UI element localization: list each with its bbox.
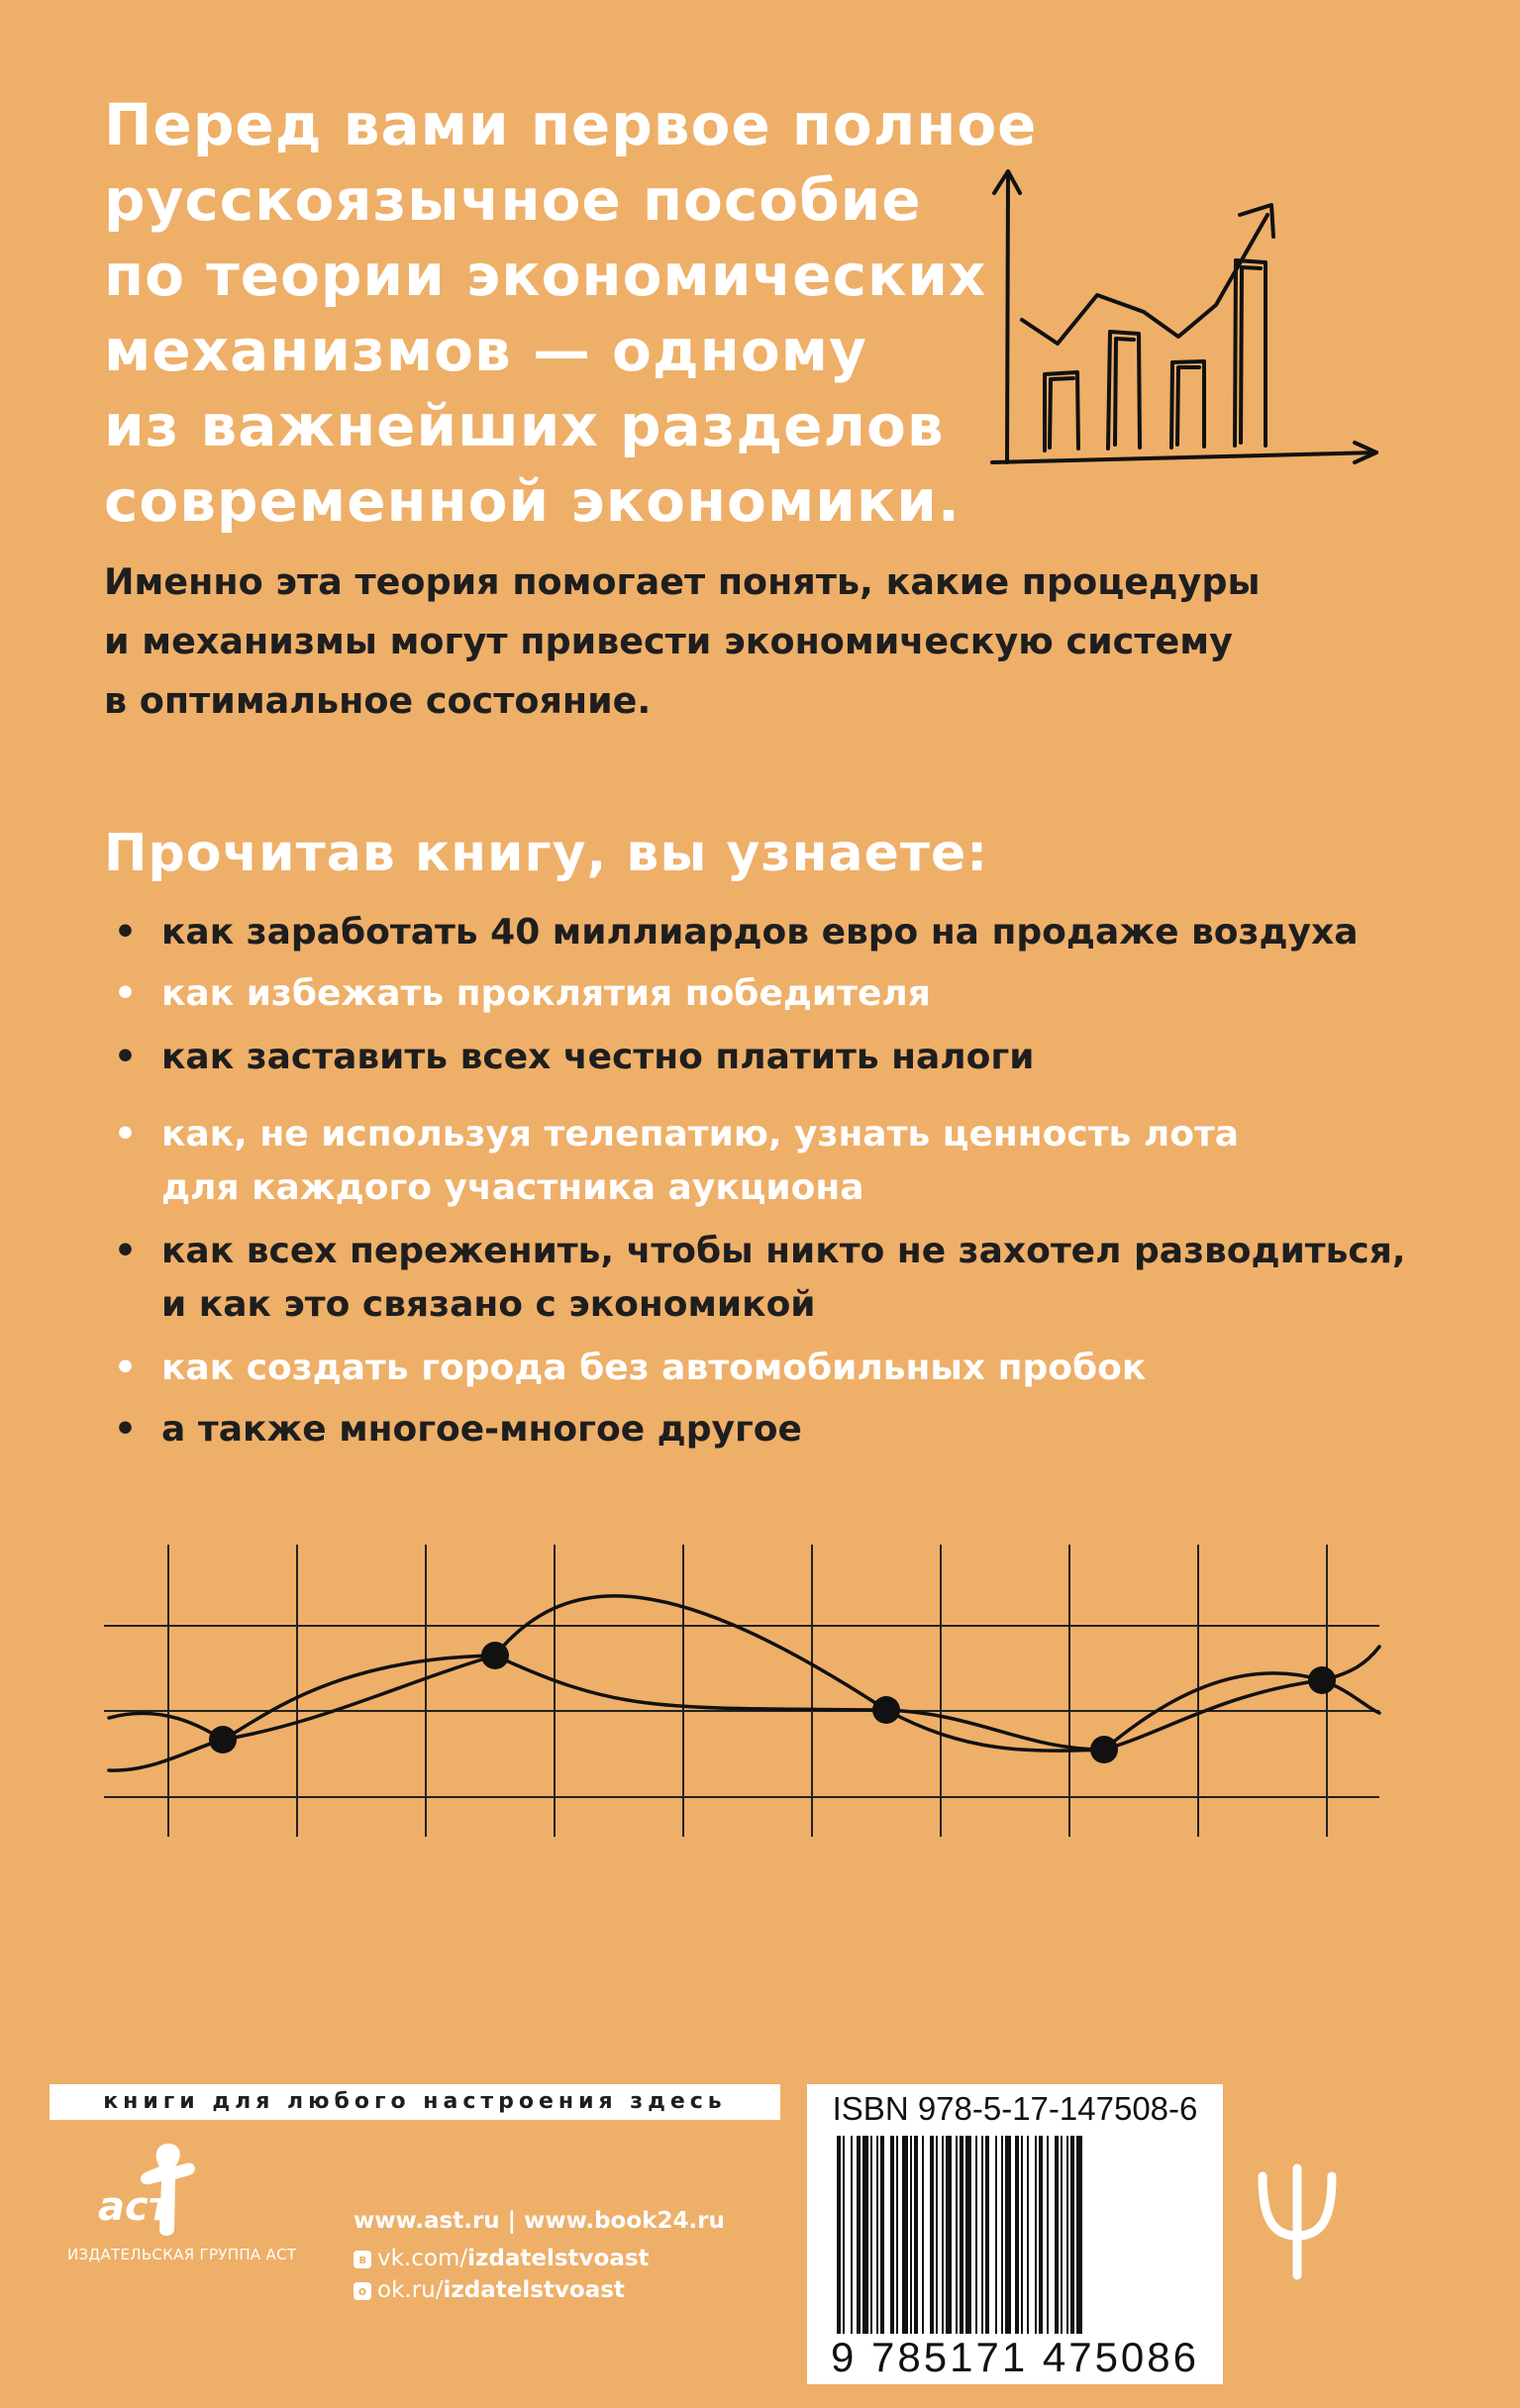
barcode-bar [1027,2136,1029,2334]
barcode-bar [857,2136,861,2334]
list-item [104,967,1421,1021]
vk-icon: в [354,2251,371,2268]
ok-icon: о [354,2282,371,2300]
barcode-bars [837,2136,1193,2344]
intro-line: механизмов — одному [104,317,867,384]
vk-link[interactable] [354,2246,650,2271]
barcode-bar [890,2136,894,2334]
lead-line: и механизмы могут привести экономическую систему [104,620,1233,662]
intro-line: по теории экономических [104,242,987,309]
bullet-icon: • [114,1348,138,1388]
barcode-bar [1055,2136,1059,2334]
barcode-bar [1005,2136,1011,2334]
vk-prefix: vk.com/ [377,2246,468,2271]
list-item-line: как всех переженить, чтобы никто не захотел разводиться, [161,1231,1406,1271]
barcode-bar [837,2136,841,2334]
list-item [104,906,1421,959]
list-item [104,1342,1421,1395]
barcode-digits: 9 785171 475086 [831,2334,1199,2380]
barcode-bar [1047,2136,1049,2334]
list-item-line: как заставить всех честно платить налоги [161,1037,1035,1077]
barcode-bar [975,2136,977,2334]
barcode-bar [862,2136,868,2334]
ok-prefix: ok.ru/ [377,2277,444,2303]
barcode-bar [965,2136,971,2334]
intro-line: из важнейших разделов [104,392,945,459]
barcode-bar [896,2136,898,2334]
barcode-bar [960,2136,963,2334]
barcode-bar [1061,2136,1063,2334]
barcode-bar [985,2136,989,2334]
growth-chart-illustration [980,153,1376,485]
barcode-bar [1021,2136,1023,2334]
barcode-bar [914,2136,918,2334]
list-item [104,1403,1421,1456]
tagline-banner: книги для любого настроения здесь [50,2084,780,2120]
bullet-icon: • [114,1037,138,1077]
intro-line: современной экономики. [104,467,961,535]
barcode-bar [922,2136,924,2334]
ast-logo [94,2139,223,2243]
bullet-icon: • [114,973,138,1014]
curves-grid-illustration [104,1545,1391,1842]
bullet-icon: • [114,912,138,953]
bullet-icon: • [114,1409,138,1450]
intro-line: русскоязычное пособие [104,166,922,234]
barcode-bar [1039,2136,1043,2334]
publisher-name: ИЗДАТЕЛЬСКАЯ ГРУППА АСТ [67,2246,297,2263]
barcode [807,2084,1223,2384]
barcode-bar [942,2136,944,2334]
list-item-line: а также многое-многое другое [161,1409,802,1450]
list-item-line: и как это связано с экономикой [161,1284,816,1325]
barcode-bar [936,2136,938,2334]
barcode-bar [956,2136,958,2334]
websites-link[interactable]: www.ast.ru | www.book24.ru [354,2208,725,2234]
list-item [104,1225,1421,1332]
barcode-bar [1070,2136,1074,2334]
barcode-bar [876,2136,878,2334]
barcode-bar [870,2136,872,2334]
barcode-bar [910,2136,912,2334]
list-item [104,1031,1421,1084]
intro-heading [104,87,1038,539]
barcode-bar [1076,2136,1082,2334]
barcode-bar [1066,2136,1068,2334]
bullet-icon: • [114,1114,138,1154]
isbn-text: ISBN 978-5-17-147508-6 [832,2090,1198,2127]
list-item-line: как заработать 40 миллиардов евро на продаже воздуха [161,912,1359,953]
barcode-bar [1035,2136,1037,2334]
intro-line: Перед вами первое полное [104,91,1038,158]
barcode-bar [981,2136,983,2334]
barcode-bar [930,2136,934,2334]
barcode-bar [851,2136,853,2334]
lead-paragraph [104,552,1391,731]
barcode-bar [902,2136,908,2334]
logo-text: аст [98,2184,171,2230]
bullet-icon: • [114,1231,138,1271]
ok-link[interactable] [354,2277,625,2303]
list-item [104,1108,1421,1215]
list-item-line: как избежать проклятия победителя [161,973,931,1014]
lead-line: Именно эта теория помогает понять, какие процедуры [104,560,1261,603]
ok-handle: izdatelstvoast [443,2277,625,2303]
barcode-bar [1001,2136,1003,2334]
lead-line: в оптимальное состояние. [104,679,652,722]
barcode-bar [1015,2136,1019,2334]
list-item-line: как создать города без автомобильных пробок [161,1348,1147,1388]
list-item-line: как, не используя телепатию, узнать ценность лота [161,1114,1240,1154]
barcode-bar [880,2136,884,2334]
list-item-line: для каждого участника аукциона [161,1167,864,1208]
benefits-heading: Прочитав книгу, вы узнаете: [104,824,989,883]
vk-handle: izdatelstvoast [467,2246,650,2271]
barcode-bar [843,2136,845,2334]
barcode-bar [946,2136,952,2334]
barcode-bar [995,2136,997,2334]
psi-icon [1253,2158,1342,2287]
